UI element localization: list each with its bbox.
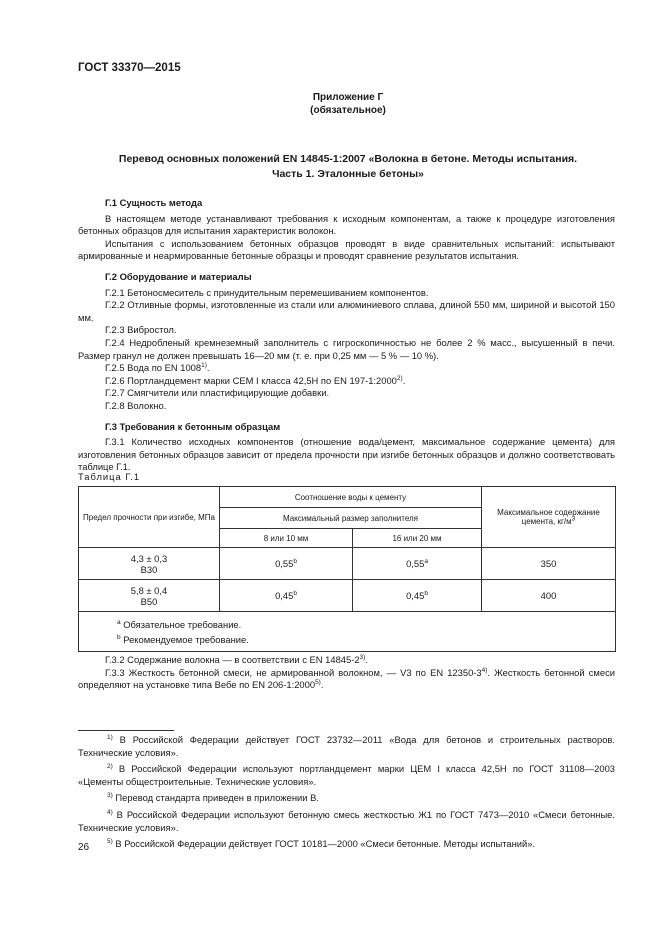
cell-cement: 400 xyxy=(482,580,616,612)
footnote-ref: 5) xyxy=(315,679,321,687)
list-item xyxy=(78,375,615,388)
superscript: b xyxy=(424,589,428,597)
table-notes-row xyxy=(79,612,616,652)
appendix-title: Приложение Г xyxy=(312,92,384,103)
footnote-mark: 4) xyxy=(107,808,113,816)
list-item: Г.2.3 Вибростол. xyxy=(105,324,177,336)
text: B30 xyxy=(140,563,158,575)
text: В Российской Федерации действует ГОСТ 23732—2011 «Вода для бетонов и строительных растворов. Технические условия». xyxy=(78,734,615,758)
list-item: Г.2.1 Бетоносмеситель с принудительным перемешиванием компонентов. xyxy=(105,286,429,298)
text: 0,55 xyxy=(406,558,425,569)
text: Рекомендуемое требование. xyxy=(120,633,249,645)
text: B50 xyxy=(140,595,158,607)
superscript: b xyxy=(293,589,297,597)
footnote xyxy=(78,838,615,851)
footnote xyxy=(78,734,615,759)
text: 4,3 ± 0,3 xyxy=(130,552,168,564)
text: . Жесткость бетонной смеси определяют на установке типа Вебе по EN 206-1:2000 xyxy=(78,666,616,691)
superscript: b xyxy=(117,633,121,641)
standard-header: ГОСТ 33370—2015 xyxy=(78,62,181,74)
text: 0,45 xyxy=(275,590,294,601)
text: . xyxy=(320,679,324,691)
superscript: a xyxy=(424,557,428,565)
paragraph xyxy=(78,654,615,667)
footnote-divider xyxy=(78,730,174,731)
text: Г.3.2 Содержание волокна — в соответствии с EN 14845-2 xyxy=(105,654,360,665)
page-number: 26 xyxy=(78,842,90,853)
table-row xyxy=(79,548,616,580)
cell-cement: 350 xyxy=(482,548,616,580)
header-ratio: Соотношение воды к цементу xyxy=(220,487,482,508)
text: . xyxy=(402,374,406,386)
table-notes xyxy=(79,612,616,652)
section-heading-1: Г.1 Сущность метода xyxy=(105,197,203,208)
text: В Российской Федерации действует ГОСТ 10181—2000 «Смеси бетонные. Методы испытаний». xyxy=(112,838,536,850)
header-strength: Предел прочности при изгибе, МПа xyxy=(79,487,220,548)
document-title-line1: Перевод основных положений EN 14845-1:2007 «Волокна в бетоне. Методы испытания. xyxy=(118,153,578,165)
table-row xyxy=(79,580,616,612)
header-maxsize: Максимальный размер заполнителя xyxy=(220,508,482,529)
after-table-text xyxy=(78,654,615,692)
list-item: Г.2.4 Недробленый кремнеземный заполнитель с гигроскопичностью не более 2 % масс., высушенный в печи. Размер гранул не должен превышать 16—20 мм (т. е. при 0,25 мм — 5 % — 10 %). xyxy=(78,336,615,361)
text: Обязательное требование. xyxy=(120,618,242,630)
text: 5,8 ± 0,4 xyxy=(130,584,168,596)
cell-ratio8 xyxy=(220,580,353,612)
footnote-mark: 1) xyxy=(107,733,113,741)
header-cement xyxy=(482,487,616,548)
footnote-ref: 2) xyxy=(396,374,403,382)
footnote xyxy=(78,792,615,805)
text: 0,45 xyxy=(406,590,425,601)
list-item: Г.2.8 Волокно. xyxy=(105,399,167,411)
header-size16: 16 или 20 мм xyxy=(353,529,482,548)
document-title xyxy=(78,152,618,182)
cell-ratio16 xyxy=(353,548,482,580)
cell-strength xyxy=(79,548,220,580)
document-title-line2: Часть 1. Эталонные бетоны» xyxy=(272,168,424,180)
list-item: Г.2.7 Смягчители или пластифицирующие добавки. xyxy=(105,387,330,399)
paragraph: Испытания с использованием бетонных образцов проводят в виде сравнительных испытаний: испытывают армированные и неармированные бетонные образцы и проводят сравнение результатов испытания. xyxy=(78,237,615,262)
footnotes xyxy=(78,734,615,855)
footnote xyxy=(78,809,615,834)
text: Г.2.5 Вода по EN 1008 xyxy=(105,362,202,374)
text: Перевод стандарта приведен в приложении В. xyxy=(112,792,319,804)
footnote-ref: 1) xyxy=(201,362,207,369)
paragraph xyxy=(78,667,615,692)
text: Г.3.3 Жесткость бетонной смеси, не армированной волокном, — V3 по EN 12350-3 xyxy=(105,666,482,678)
note-a xyxy=(117,617,615,632)
cell-ratio8 xyxy=(220,548,353,580)
text: В Российской Федерации используют портландцемент марки ЦЕМ I класса 42,5H по ГОСТ 31108—2003 «Цементы общестроительные. Технические условия». xyxy=(78,763,615,787)
data-table xyxy=(78,486,616,652)
list-item: Г.2.2 Отливные формы, изготовленные из стали или алюминиевого сплава, длиной 550 мм, шириной и высотой 150 мм. xyxy=(78,299,615,323)
text: . xyxy=(365,654,368,665)
note-b xyxy=(117,632,615,647)
header-size8: 8 или 10 мм xyxy=(220,529,353,548)
section-heading-2: Г.2 Оборудование и материалы xyxy=(105,270,252,282)
text: . xyxy=(206,362,210,374)
paragraph: Г.3.1 Количество исходных компонентов (отношение вода/цемент, максимальное содержание цемента) для изготовления бетонных образцов зависит от предела прочности при изгибе бетонных образцов и должно соответствовать таблице Г.1. xyxy=(78,436,615,473)
list-item xyxy=(78,362,615,375)
superscript: b xyxy=(293,557,297,565)
body-text xyxy=(78,197,615,474)
cell-ratio16 xyxy=(353,580,482,612)
footnote-mark: 2) xyxy=(107,763,113,771)
superscript: a xyxy=(117,618,121,626)
text: Г.2.6 Портландцемент марки CEM I класса 42,5H по EN 197-1:2000 xyxy=(105,374,397,386)
footnote-ref: 4) xyxy=(481,666,488,674)
cell-strength xyxy=(79,580,220,612)
footnote xyxy=(78,763,615,788)
text: 0,55 xyxy=(275,558,294,569)
footnote-mark: 3) xyxy=(107,792,113,800)
text: В Российской Федерации используют бетонную смесь жесткостью Ж1 по ГОСТ 7473—2010 «Смеси бетонные. Технические условия». xyxy=(78,808,615,833)
section-heading-3: Г.3 Требования к бетонным образцам xyxy=(105,420,281,432)
superscript: 3 xyxy=(571,515,576,523)
paragraph: В настоящем методе устанавливают требования к исходным компонентам, а также к процедуре изготовления бетонных образцов для испытания характеристик волокон. xyxy=(78,212,615,237)
footnote-ref: 3) xyxy=(359,653,366,661)
table-caption: Таблица Г.1 xyxy=(78,471,141,482)
text: Максимальное содержание цемента, кг/м xyxy=(497,508,600,526)
footnote-mark: 5) xyxy=(107,838,113,846)
appendix-status: (обязательное) xyxy=(310,105,386,116)
